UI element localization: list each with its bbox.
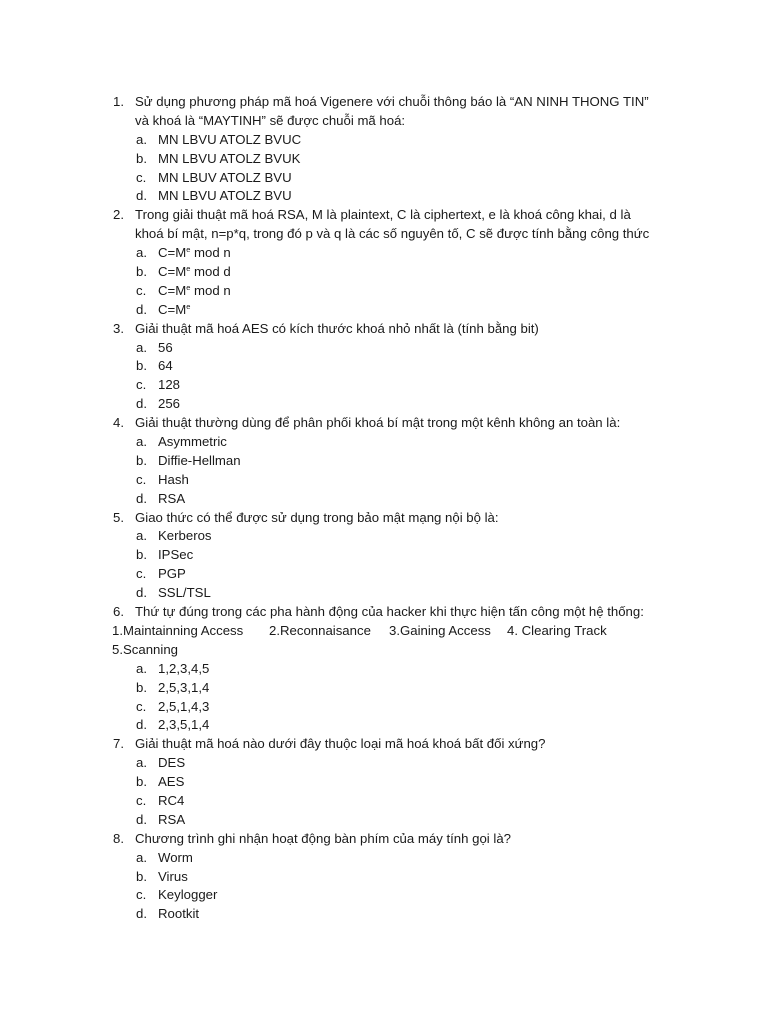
option-text: Rootkit — [158, 906, 200, 922]
option-letter: c. — [136, 377, 147, 393]
question-text: Giải thuật thường dùng để phân phối khoá bí mật trong một kênh không an toàn là: — [135, 415, 621, 431]
formula-rest: mod n — [190, 282, 231, 298]
question-text: Giải thuật mã hoá nào dưới đây thuộc loại mã hoá khoá bất đối xứng? — [135, 736, 546, 752]
question-number: 3. — [113, 320, 124, 336]
option-text: AES — [158, 774, 185, 790]
option-letter: c. — [136, 471, 147, 487]
option-1d — [113, 187, 673, 206]
option-letter: c. — [136, 887, 147, 903]
option-letter: c. — [136, 566, 147, 582]
option-text: MN LBUV ATOLZ BVU — [158, 169, 292, 185]
question-8 — [113, 830, 673, 924]
option-4b — [113, 452, 673, 471]
question-number: 6. — [113, 604, 124, 620]
option-3c — [113, 376, 673, 395]
option-5a — [113, 527, 673, 546]
option-letter: d. — [136, 490, 147, 506]
option-letter: c. — [136, 169, 147, 185]
option-letter: a. — [136, 528, 147, 544]
option-text: Virus — [158, 868, 188, 884]
option-text: PGP — [158, 566, 186, 582]
formula-rest: mod d — [190, 264, 231, 280]
option-text: Diffie-Hellman — [158, 452, 241, 468]
question-number: 8. — [113, 830, 124, 846]
option-text: MN LBVU ATOLZ BVUK — [158, 150, 301, 166]
option-letter: a. — [136, 131, 147, 147]
option-letter: a. — [136, 660, 147, 676]
formula-rest: mod n — [190, 245, 231, 261]
option-8d — [113, 905, 673, 924]
option-letter: b. — [136, 264, 147, 280]
attack-step-1: 1.Maintainning Access — [112, 622, 244, 638]
question-6 — [113, 603, 673, 735]
option-letter: d. — [136, 396, 147, 412]
question-5 — [113, 509, 673, 603]
question-number: 7. — [113, 736, 124, 752]
option-3b — [113, 357, 673, 376]
option-letter: c. — [136, 698, 147, 714]
option-5d — [113, 584, 673, 603]
formula-exponent: e — [186, 301, 191, 311]
option-text: MN LBVU ATOLZ BVU — [158, 188, 292, 204]
option-2c — [113, 282, 673, 301]
option-letter: b. — [136, 150, 147, 166]
option-letter: b. — [136, 774, 147, 790]
question-2-line-2: khoá bí mật, n=p*q, trong đó p và q là các số nguyên tố, C sẽ được tính bằng công thức — [135, 226, 650, 242]
option-7c — [113, 792, 673, 811]
question-5-line-1 — [113, 509, 673, 528]
option-letter: d. — [136, 188, 147, 204]
option-3d — [113, 395, 673, 414]
option-text: DES — [158, 755, 186, 771]
option-text: 128 — [158, 377, 181, 393]
option-letter: b. — [136, 679, 147, 695]
option-text: RSA — [158, 811, 186, 827]
question-6-line-1 — [113, 603, 673, 622]
option-letter: d. — [136, 585, 147, 601]
option-4c — [113, 471, 673, 490]
option-text: RC4 — [158, 792, 185, 808]
option-1c — [113, 169, 673, 188]
question-text: Giải thuật mã hoá AES có kích thước khoá nhỏ nhất là (tính bằng bit) — [135, 320, 539, 336]
attack-steps-line — [112, 622, 673, 641]
option-2b — [113, 263, 673, 282]
option-text: 2,5,1,4,3 — [158, 698, 210, 714]
question-1-line-1 — [113, 93, 673, 112]
question-list — [113, 93, 673, 924]
question-number: 4. — [113, 415, 124, 431]
question-2 — [113, 206, 673, 319]
attack-step-4: 4. Clearing Track — [507, 622, 607, 638]
option-text: Worm — [158, 849, 193, 865]
formula-base: C=M — [158, 282, 187, 298]
question-8-line-1 — [113, 830, 673, 849]
option-5b — [113, 546, 673, 565]
option-letter: b. — [136, 452, 147, 468]
question-7-line-1 — [113, 735, 673, 754]
question-4 — [113, 414, 673, 508]
option-letter: b. — [136, 547, 147, 563]
question-1 — [113, 93, 673, 206]
option-2a — [113, 244, 673, 263]
option-text: 1,2,3,4,5 — [158, 660, 210, 676]
option-text: 64 — [158, 358, 173, 374]
option-text: 256 — [158, 396, 181, 412]
attack-step-3: 3.Gaining Access — [389, 622, 491, 638]
option-letter: d. — [136, 717, 147, 733]
option-3a — [113, 339, 673, 358]
question-3 — [113, 320, 673, 414]
option-letter: c. — [136, 282, 147, 298]
option-text: Hash — [158, 471, 189, 487]
option-letter: a. — [136, 245, 147, 261]
option-letter: a. — [136, 755, 147, 771]
question-text: Trong giải thuật mã hoá RSA, M là plaintext, C là ciphertext, e là khoá công khai, d là — [135, 207, 631, 223]
question-text: Thứ tự đúng trong các pha hành động của hacker khi thực hiện tấn công một hệ thống: — [135, 604, 644, 620]
option-6d — [113, 716, 673, 735]
option-text: RSA — [158, 490, 186, 506]
option-letter: d. — [136, 301, 147, 317]
option-letter: b. — [136, 358, 147, 374]
formula-base: C=M — [158, 245, 187, 261]
option-4d — [113, 490, 673, 509]
option-8c — [113, 886, 673, 905]
option-letter: b. — [136, 868, 147, 884]
question-number: 5. — [113, 509, 124, 525]
option-1a — [113, 131, 673, 150]
option-6a — [113, 660, 673, 679]
option-text: 2,5,3,1,4 — [158, 679, 210, 695]
formula-exponent: e — [186, 282, 191, 292]
question-text: Sử dụng phương pháp mã hoá Vigenere với chuỗi thông báo là “AN NINH THONG TIN” — [135, 94, 649, 109]
option-letter: d. — [136, 906, 147, 922]
attack-step-5: 5.Scanning — [112, 641, 178, 657]
option-letter: a. — [136, 434, 147, 450]
option-6b — [113, 679, 673, 698]
option-letter: c. — [136, 792, 147, 808]
question-text: Giao thức có thể được sử dụng trong bảo mật mạng nội bộ là: — [135, 509, 499, 525]
question-4-line-1 — [113, 414, 673, 433]
formula-exponent: e — [186, 245, 191, 255]
option-6c — [113, 698, 673, 717]
option-5c — [113, 565, 673, 584]
option-letter: d. — [136, 811, 147, 827]
option-2d — [113, 301, 673, 320]
option-letter: a. — [136, 849, 147, 865]
option-1b — [113, 150, 673, 169]
attack-step-2: 2.Reconnaisance — [269, 622, 371, 638]
question-number: 1. — [113, 94, 124, 109]
option-7b — [113, 773, 673, 792]
option-4a — [113, 433, 673, 452]
option-text: IPSec — [158, 547, 194, 563]
question-2-line-1 — [113, 206, 673, 225]
option-8a — [113, 849, 673, 868]
question-7 — [113, 735, 673, 829]
option-text: Asymmetric — [158, 434, 227, 450]
formula-base: C=M — [158, 301, 187, 317]
option-text: 56 — [158, 339, 173, 355]
option-text: MN LBVU ATOLZ BVUC — [158, 131, 302, 147]
question-text: Chương trình ghi nhận hoạt động bàn phím của máy tính gọi là? — [135, 830, 511, 846]
question-1-line-2: và khoá là “MAYTINH” sẽ được chuỗi mã hoá: — [135, 112, 406, 128]
formula-exponent: e — [186, 264, 191, 274]
formula-base: C=M — [158, 264, 187, 280]
option-7a — [113, 754, 673, 773]
option-letter: a. — [136, 339, 147, 355]
option-text: Kerberos — [158, 528, 212, 544]
option-text: 2,3,5,1,4 — [158, 717, 210, 733]
option-8b — [113, 868, 673, 887]
option-7d — [113, 811, 673, 830]
question-3-line-1 — [113, 320, 673, 339]
option-text: Keylogger — [158, 887, 218, 903]
option-text: SSL/TSL — [158, 585, 211, 601]
question-number: 2. — [113, 207, 124, 223]
